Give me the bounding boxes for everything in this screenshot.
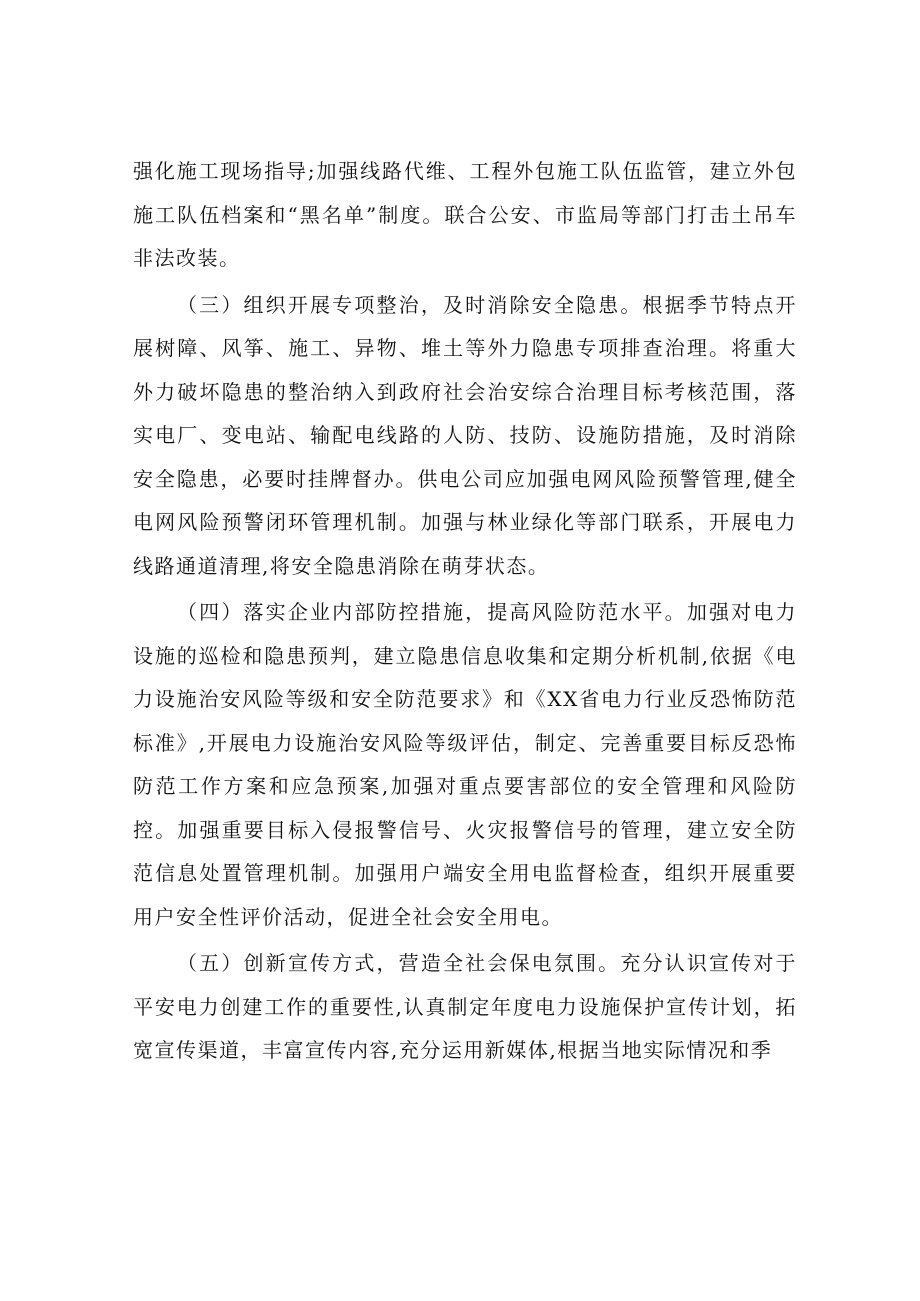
paragraph-section-5: （五）创新宣传方式，营造全社会保电氛围。充分认识宣传对于平安电力创建工作的重要性,认真制定年度电力设施保护宣传计划，拓宽宣传渠道，丰富宣传内容,充分运用新媒体,根据当地实际情况和季 bbox=[133, 951, 797, 1062]
paragraph-section-3: （三）组织开展专项整治，及时消除安全隐患。根据季节特点开展树障、风筝、施工、异物、堆土等外力隐患专项排查治理。将重大外力破坏隐患的整治纳入到政府社会治安综合治理目标考核范围，落实电厂、变电站、输配电线路的人防、技防、设施防措施，及时消除安全隐患，必要时挂牌督办。供电公司应加强电网风险预警管理,健全电网风险预警闭环管理机制。加强与林业绿化等部门联系，开展电力线路通道清理,将安全隐患消除在萌芽状态。 bbox=[133, 292, 797, 578]
paragraph-section-4: （四）落实企业内部防控措施，提高风险防范水平。加强对电力设施的巡检和隐患预判，建立隐患信息收集和定期分析机制,依据《电力设施治安风险等级和安全防范要求》和《XX省电力行业反恐怖防范标准》,开展电力设施治安风险等级评估，制定、完善重要目标反恐怖防范工作方案和应急预案,加强对重点要害部位的安全管理和风险防控。加强重要目标入侵报警信号、火灾报警信号的管理，建立安全防范信息处置管理机制。加强用户端安全用电监督检查，组织开展重要用户安全性评价活动，促进全社会安全用电。 bbox=[133, 600, 797, 929]
paragraph-continued: 强化施工现场指导;加强线路代维、工程外包施工队伍监管，建立外包施工队伍档案和“黑名单”制度。联合公安、市监局等部门打击土吊车非法改装。 bbox=[133, 159, 797, 270]
document-body bbox=[133, 150, 797, 1073]
